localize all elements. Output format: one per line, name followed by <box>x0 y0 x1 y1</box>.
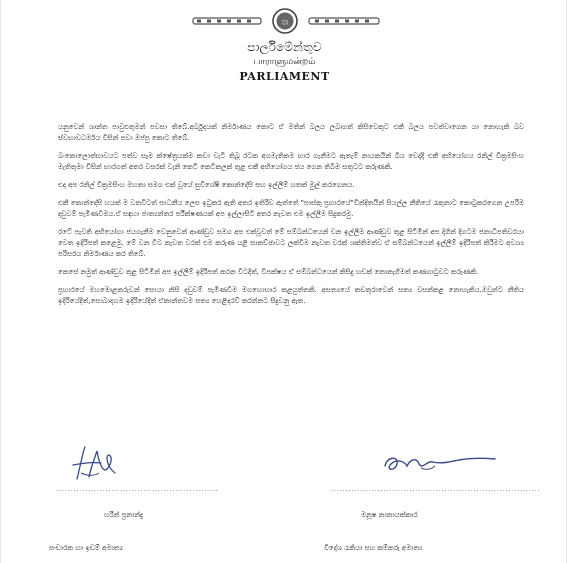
signature-block <box>1 440 568 563</box>
paragraph-1: යනුවෙන් ශාන්ත පාවුළුතුමන් පවසා තිබේ.අර්බුදයක් නිර්මාණය කොට ඒ මතින් බලය ලබාගත් කිසිවෙකුට එකී බලය පවත්වාගෙන යා නොහැකි බව ස්වභාවධර්මය විසින් පවා ඔප්පු කොට තිබේ. <box>58 123 524 142</box>
header-english-title: PARLIAMENT <box>239 70 330 83</box>
paragraph-4: එකී කොන්දේසි හයක් ම වනවිටත් සාධනීය ලෙස ඉටුකර ඇති අතර ඉතිරිව ඇත්තේ "පාස්කු ප්‍රහාරයේ"වින්දිතයින් සියල්ල නීතියේ රැකුනාට කොටුකරගෙන උපරිම දඩුවම් පැමිණවීමය.ඒ සඳහා ජාත්‍යන්තර පරීක්ෂණයක් අප ඉල්ලාසිටි අතර නැවත එම ඉල්ලීම සිදුකරමු. <box>58 199 524 218</box>
right-signature-line: ........................................................................ <box>331 486 541 493</box>
left-signatory-name: හරින් ප්‍රනාන්දු <box>104 511 144 519</box>
right-signatory-name: මනූෂ නානායක්කාර <box>361 511 418 519</box>
left-handwritten-signature-icon <box>63 443 125 485</box>
right-signatory-title: විදේශ රැකියා සහ කම්කරු අමාත්‍ය <box>324 544 423 552</box>
header-tamil-title: பாராளுமன்றம் <box>253 57 316 67</box>
paragraph-7: ප්‍රහාරයේ මහමොළකරුවන් සොයා නිසි දඩුවම් පැමිණවීම මගහොභාර කළයුත්තකි. අසත්‍යයේ කඩතුරාවෙන් සත්‍ය වසන්කළ නොහැකිය.ඔවුන්ට නීතිය ඉදිරියේදීත්,සොබාදහම ඉදිරියේදීත් ඒකාන්තවම සත්‍ය හෙළිදරව් කරන්නට සිදුවනු ඇත. <box>58 286 524 305</box>
parliament-mace-emblem-icon <box>191 6 381 36</box>
paragraph-6: කෙසේ නමුත් ආණ්ඩුව තුළ සිටිමින් අප ඉල්ලීම් ඉදිරිපත් කරන විටදීත්, විපක්ෂය ඒ සම්බන්ධයෙන් කිසිදු හඩක් නොනැගීමත් කණගාටුවට කරුණකි. <box>58 268 479 276</box>
left-signature-line: ........................................................ <box>56 486 219 493</box>
paragraph-3: එදා අප රනිල් වික්‍රමසිංහ මහතා සමග එක් වූයේ සුවිශේෂී කොන්දේසි සහ ඉල්ලීම් හතක් මුල් කරගෙනය. <box>58 181 355 189</box>
right-handwritten-signature-icon <box>381 452 499 474</box>
paragraph-2: බංකොලොත්භාවයට පත්ව සෑම ක්ෂේත්‍රයක්ම කඩා වැටී තිබූ රටක අගමැතිකම භාර ගැනීමට ඇතැම් නායකයින් බිය වෙද්දී එකී අභියෝගය රනිල් වික්‍රමසිංහ මැතිතුමා විසින් භාරගත් අතර වසරක් වැනි කෙටි කෙටිකලක් තුළ එකී අභියෝගය ජය ගෙන තිබීම සතුටට කරුණකි. <box>58 152 524 171</box>
letter-body <box>58 122 524 314</box>
left-signatory-title: සංචාරක හා ඉඩම් අමාත්‍ය <box>49 544 123 552</box>
header-sinhala-title: පාර්ලිමේන්තුව <box>247 40 322 54</box>
paragraph-5: රටේ පැවති අභියෝගා ජයගැනීම වෙනුවෙන් ආණ්ඩුව සමග අප එක්වූවත් මේ සම්බන්ධයෙන් වන ඉල්ලීම ආණ්ඩුව තුළ සිටිමින් අප දිගින් දිගටම ජනාධිපතිවරයා වෙත ඉදිරිපත් කළෙමු. මේ වන විට නැවත වරක් එම කරුණ යළි සාකච්ඡාවට ලක්විම නැවත වරක් ශක්තිමත්ව ඒ සම්බන්ධයෙන් ඉල්ලීම් ඉදිරිපත් කිරීමට අවශ්‍ය පරිසරය නිර්මාණය කර තිබේ. <box>58 228 524 258</box>
svg-text:ශ: ශ <box>281 17 289 28</box>
